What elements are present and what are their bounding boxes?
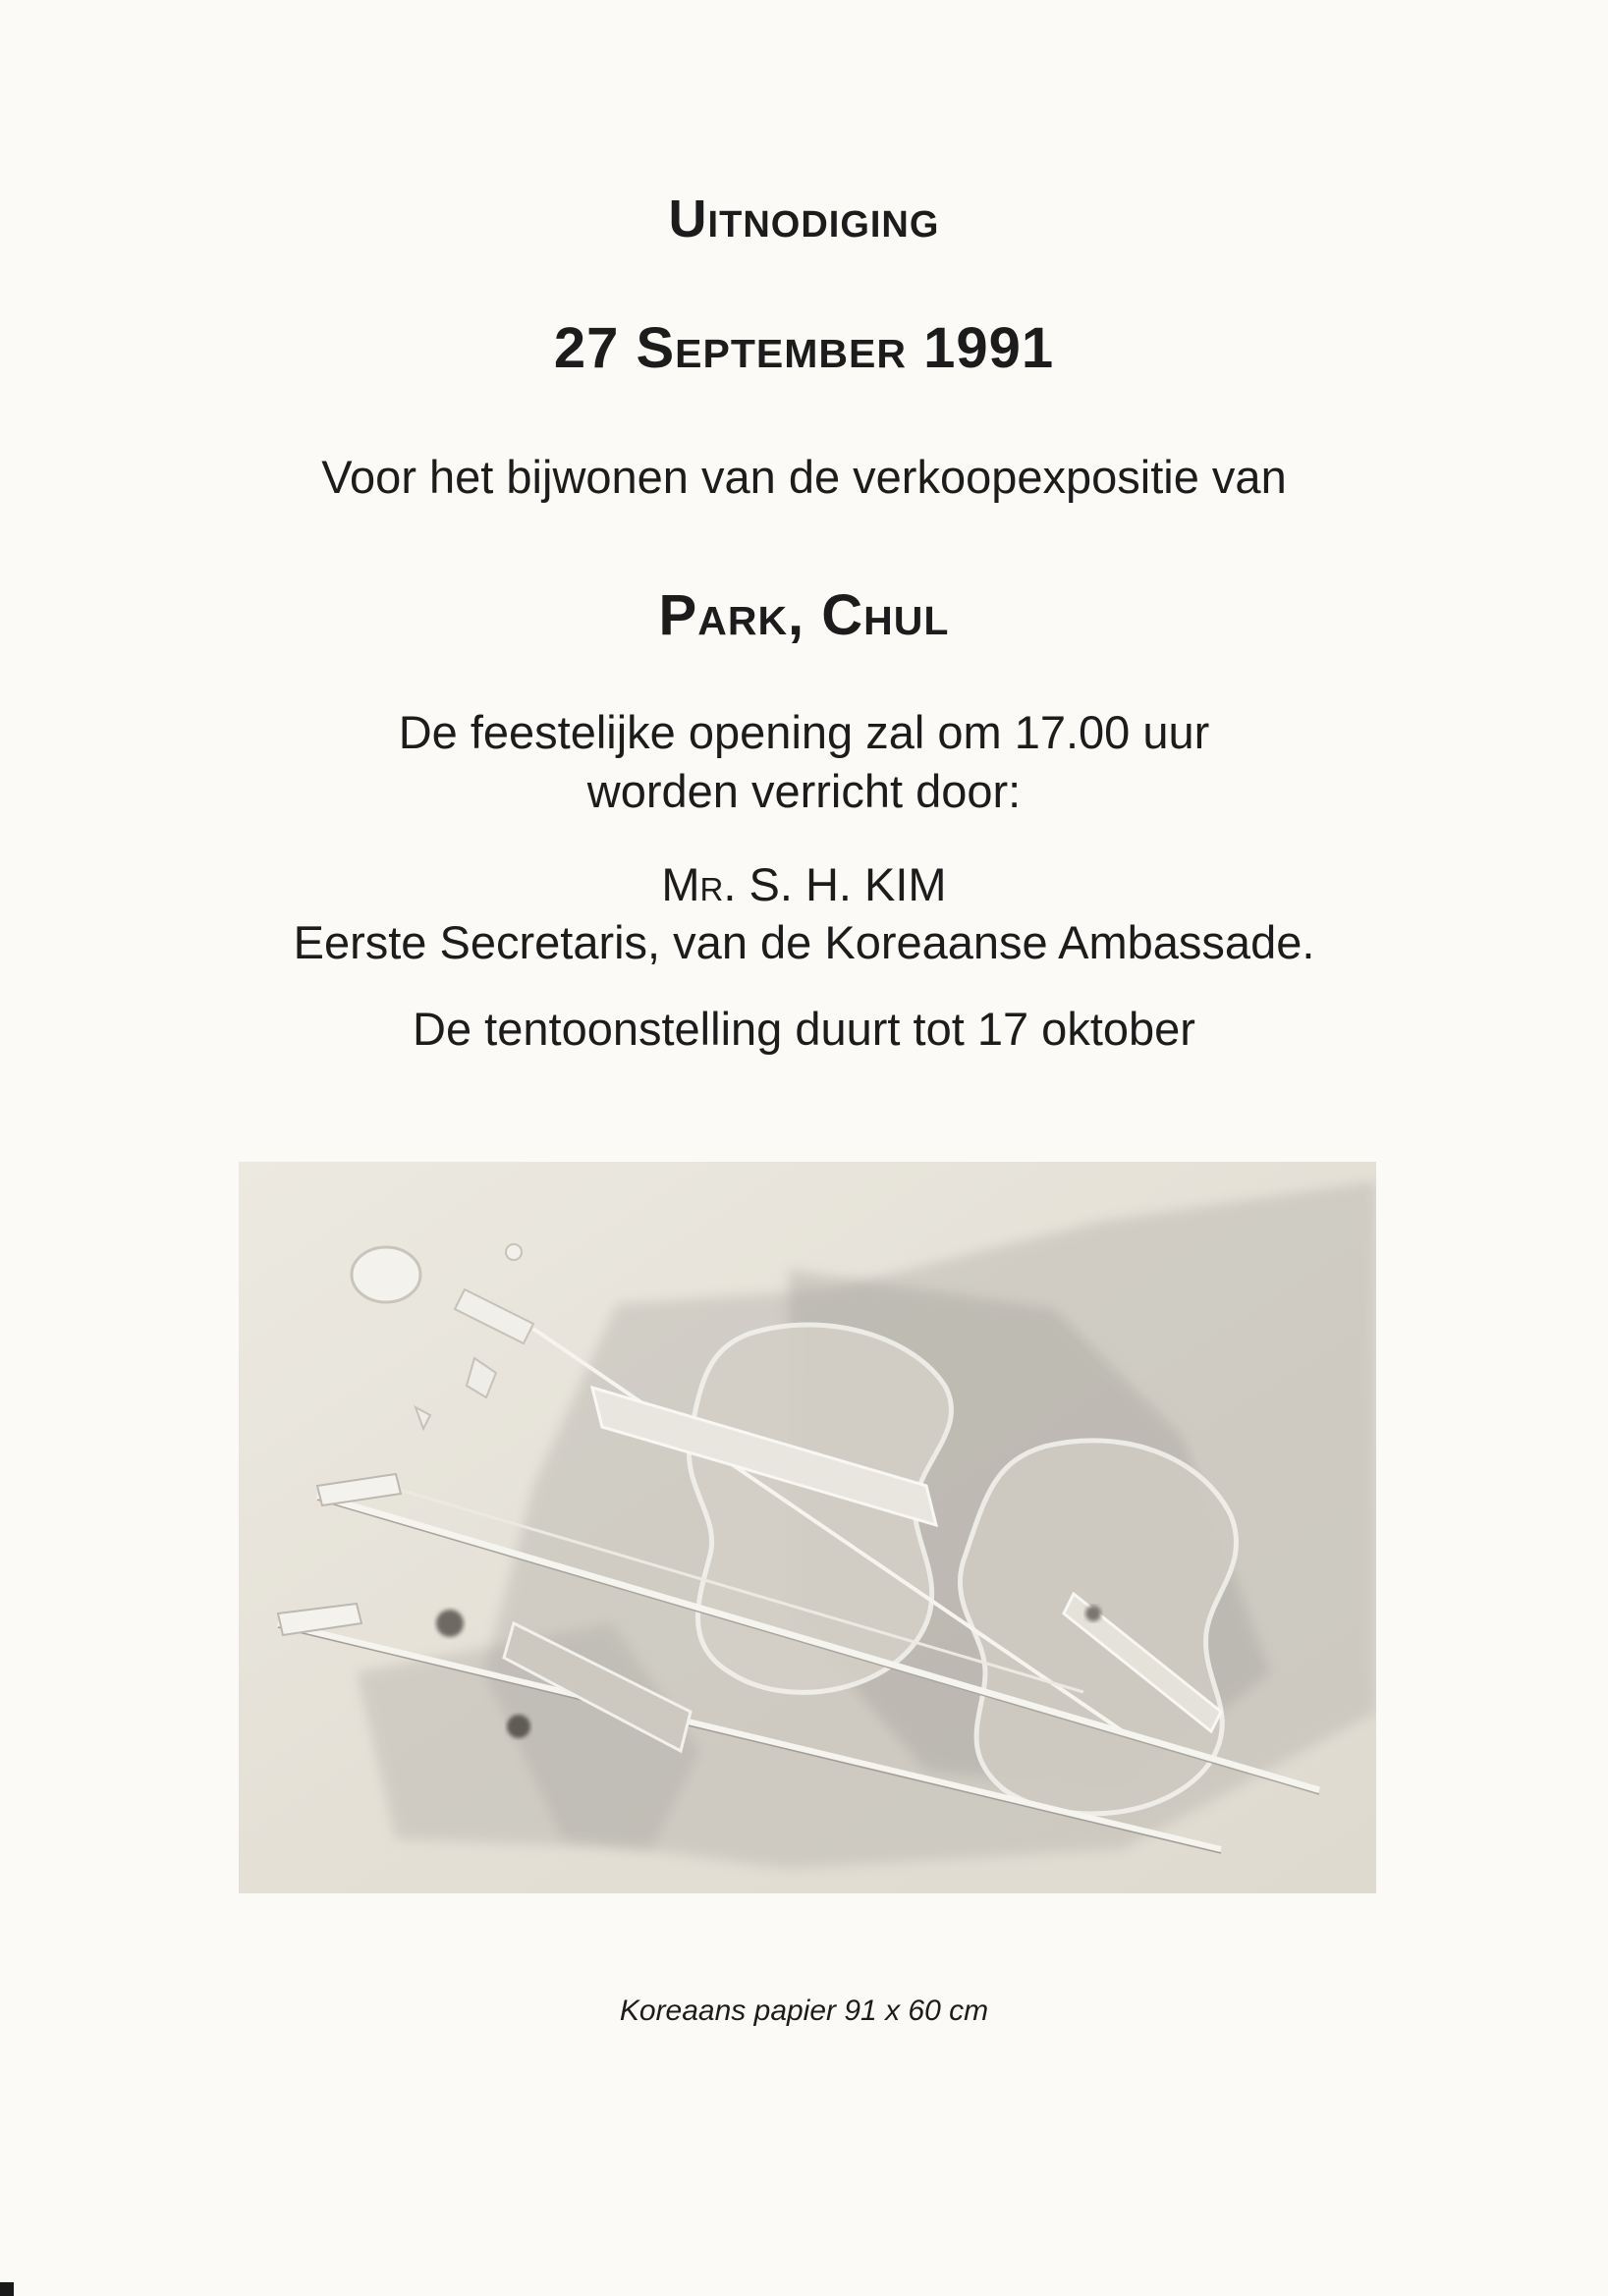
- artwork-relief-picture: [239, 1162, 1376, 1893]
- event-date: 27 September 1991: [553, 316, 1055, 380]
- artist-name: Park, Chul: [658, 583, 950, 647]
- opener-role: Eerste Secretaris, van de Koreaanse Ambassade.: [293, 916, 1315, 968]
- opener-name: Mr. S. H. KIM: [661, 858, 947, 910]
- opening-text-line-1: De feestelijke opening zal om 17.00 uur: [398, 706, 1210, 758]
- artwork-caption: Koreaans papier 91 x 60 cm: [619, 1995, 989, 2027]
- scan-corner-mark: [0, 2282, 14, 2296]
- artwork-image: [239, 1162, 1376, 1893]
- opening-text-line-2: worden verricht door:: [586, 765, 1022, 817]
- exhibition-duration: De tentoonstelling duurt tot 17 oktober: [413, 1003, 1195, 1055]
- invitation-title: Uitnodiging: [668, 190, 940, 248]
- intro-text: Voor het bijwonen van de verkoopexpositie van: [321, 451, 1287, 503]
